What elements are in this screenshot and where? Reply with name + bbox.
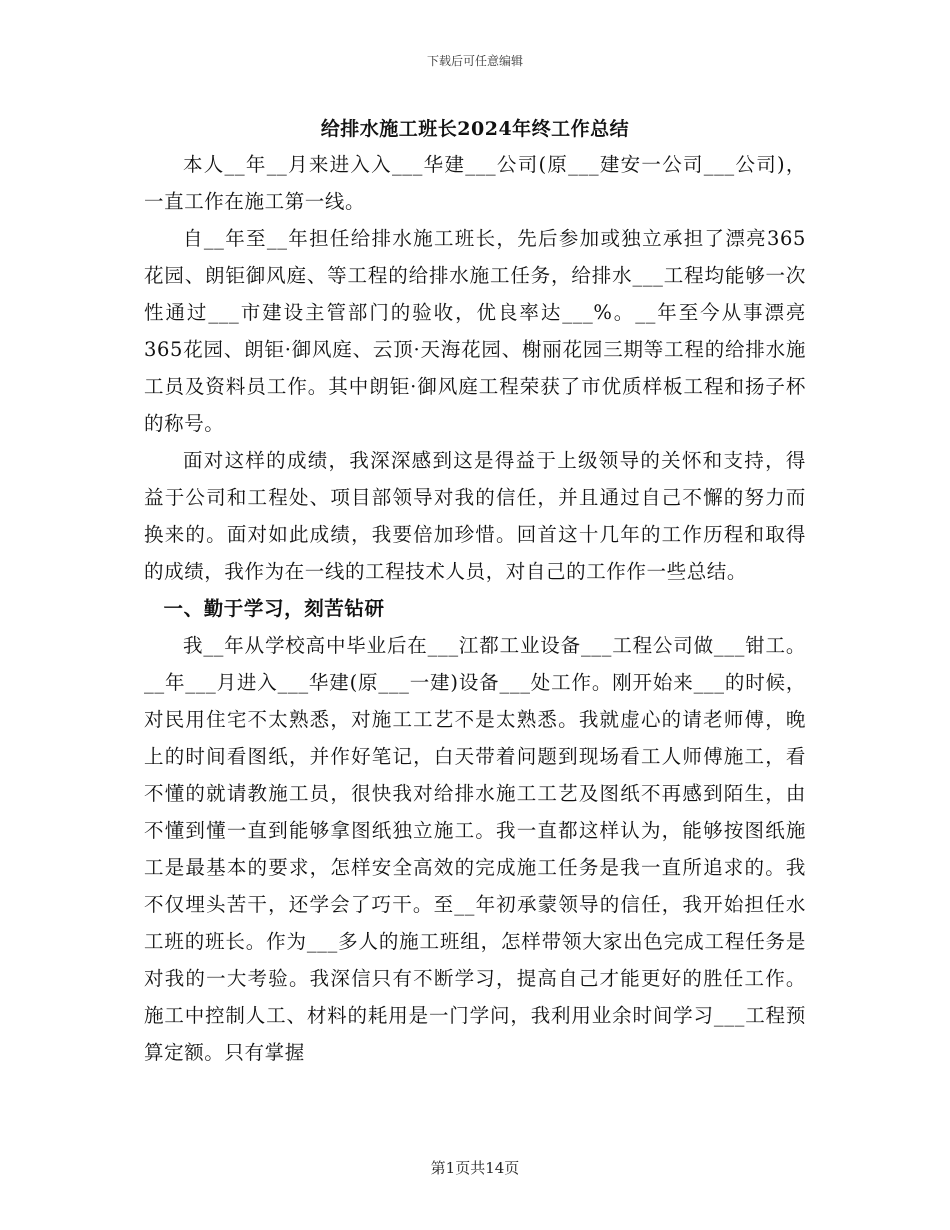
page-header: 下载后可任意编辑 (426, 54, 523, 68)
paragraph-reflection: 面对这样的成绩，我深深感到这是得益于上级领导的关怀和支持，得益于公司和工程处、项目部领导对我的信任，并且通过自己不懈的努力而换来的。面对如此成绩，我要倍加珍惜。回首这十几年的工作历程和取得的成绩，我作为在一线的工程技术人员，对自己的工作作一些总结。 (144, 449, 806, 583)
document-body (144, 146, 806, 1071)
paragraph-intro: 本人__年__月来进入入___华建___公司(原___建安一公司___公司)，一直工作在施工第一线。 (144, 153, 806, 213)
paragraph-study: 我__年从学校高中毕业后在___江都工业设备___工程公司做___钳工。__年___月进入___华建(原___一建)设备___处工作。刚开始来___的时候，对民用住宅不太熟悉，对施工工艺不是太熟悉。我就虚心的请老师傅，晚上的时间看图纸，并作好笔记，白天带着问题到现场看工人师傅施工，看不懂的就请教施工员，很快我对给排水施工工艺及图纸不再感到陌生，由不懂到懂一直到能够拿图纸独立施工。我一直都这样认为，能够按图纸施工是最基本的要求，怎样安全高效的完成施工任务是我一直所追求的。我不仅埋头苦干，还学会了巧干。至__年初承蒙领导的信任，我开始担任水工班的班长。作为___多人的施工班组，怎样带领大家出色完成工程任务是对我的一大考验。我深信只有不断学习，提高自己才能更好的胜任工作。施工中控制人工、材料的耗用是一门学问，我利用业余时间学习___工程预算定额。只有掌握 (144, 634, 806, 1064)
page-number: 第1页共14页 (430, 1159, 520, 1177)
paragraph-experience: 自__年至__年担任给排水施工班长，先后参加或独立承担了漂亮365花园、朗钜御风庭、等工程的给排水施工任务，给排水___工程均能够一次性通过___市建设主管部门的验收，优良率达___%。__年至今从事漂亮365花园、朗钜·御风庭、云顶·天海花园、榭丽花园三期等工程的给排水施工员及资料员工作。其中朗钜·御风庭工程荣获了市优质样板工程和扬子杯的称号。 (144, 227, 806, 435)
section-heading-study: 一、勤于学习，刻苦钻研 (163, 597, 385, 620)
document-title: 给排水施工班长2024年终工作总结 (320, 118, 630, 140)
